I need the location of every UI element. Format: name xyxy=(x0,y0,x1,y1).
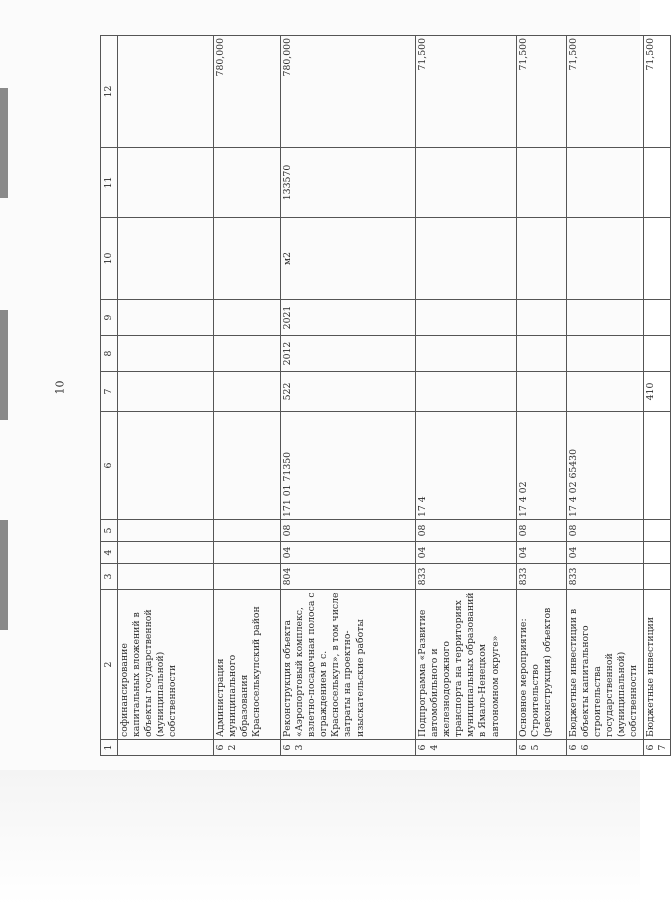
table-cell-c1: 67 xyxy=(644,740,671,756)
table-cell-c6 xyxy=(214,412,281,520)
table-cell-c5: 08 xyxy=(567,520,644,542)
table-cell-c11 xyxy=(517,148,567,218)
table-cell-c3: 833 xyxy=(567,564,644,590)
table-cell-c2: Бюджетные инвестиции в объекты капитального строительства государственной (муниципальной) собственности xyxy=(567,590,644,740)
table-cell-c1: 65 xyxy=(517,740,567,756)
header-cell: 4 xyxy=(101,542,118,564)
table-cell-c8 xyxy=(118,336,214,372)
table-cell-c7 xyxy=(118,372,214,412)
table-cell-c4: 04 xyxy=(281,542,416,564)
table-cell-c12: 780,000 xyxy=(281,36,416,148)
table-cell-c7: 522 xyxy=(281,372,416,412)
table-cell-c2: Подпрограмма «Развитие автомобильного и железнодорожного транспорта на территориях муниципальных образований в Ямало-Ненецком автономном округе» xyxy=(416,590,517,740)
scan-edge-mark xyxy=(0,310,8,420)
table-cell-c2: софинансирование капитальных вложений в объекты государственной (муниципальной) собственности xyxy=(118,590,214,740)
table-cell-c1: 64 xyxy=(416,740,517,756)
table-row xyxy=(281,36,416,756)
header-cell: 10 xyxy=(101,218,118,300)
table-cell-c9 xyxy=(517,300,567,336)
table-cell-c9 xyxy=(214,300,281,336)
table-row xyxy=(416,36,517,756)
table-cell-c10 xyxy=(416,218,517,300)
scan-edge-mark xyxy=(0,88,8,198)
table-cell-c12 xyxy=(118,36,214,148)
table-cell-c6: 17 4 02 xyxy=(517,412,567,520)
table-cell-c5 xyxy=(214,520,281,542)
table-cell-c10 xyxy=(214,218,281,300)
page-number: 10 xyxy=(53,380,67,394)
header-cell: 3 xyxy=(101,564,118,590)
table-cell-c6 xyxy=(118,412,214,520)
budget-table-container xyxy=(102,36,669,756)
table-row xyxy=(644,36,671,756)
scan-bottom-shadow xyxy=(0,770,640,905)
table-cell-c2: Бюджетные инвестиции xyxy=(644,590,671,740)
header-cell: 6 xyxy=(101,412,118,520)
table-cell-c10 xyxy=(517,218,567,300)
budget-table xyxy=(100,35,671,756)
table-cell-c3: 833 xyxy=(517,564,567,590)
table-cell-c10 xyxy=(118,218,214,300)
table-cell-c5: 08 xyxy=(517,520,567,542)
table-cell-c2: Основное мероприятие: Строительство (реконструкция) объектов xyxy=(517,590,567,740)
table-cell-c12: 71,500 xyxy=(416,36,517,148)
table-cell-c12: 71,500 xyxy=(567,36,644,148)
table-cell-c4 xyxy=(644,542,671,564)
table-body xyxy=(101,36,671,756)
table-cell-c1: 66 xyxy=(567,740,644,756)
header-cell: 8 xyxy=(101,336,118,372)
table-cell-c10 xyxy=(567,218,644,300)
table-cell-c8 xyxy=(567,336,644,372)
header-cell: 2 xyxy=(101,590,118,740)
table-cell-c1: 63 xyxy=(281,740,416,756)
table-cell-c7: 410 xyxy=(644,372,671,412)
table-cell-c3: 833 xyxy=(416,564,517,590)
table-cell-c8 xyxy=(517,336,567,372)
header-cell: 11 xyxy=(101,148,118,218)
table-row xyxy=(118,36,214,756)
table-cell-c11 xyxy=(416,148,517,218)
table-cell-c6: 171 01 71350 xyxy=(281,412,416,520)
table-cell-c6: 17 4 02 65430 xyxy=(567,412,644,520)
table-cell-c7 xyxy=(517,372,567,412)
table-cell-c9 xyxy=(118,300,214,336)
rotated-table-frame xyxy=(100,36,669,756)
table-cell-c5 xyxy=(644,520,671,542)
table-cell-c12: 780,000 xyxy=(214,36,281,148)
table-header-row xyxy=(101,36,118,756)
table-cell-c11 xyxy=(214,148,281,218)
table-cell-c5 xyxy=(118,520,214,542)
table-cell-c1 xyxy=(118,740,214,756)
table-cell-c7 xyxy=(214,372,281,412)
table-cell-c10: м2 xyxy=(281,218,416,300)
table-cell-c11 xyxy=(567,148,644,218)
table-cell-c3 xyxy=(118,564,214,590)
table-cell-c6 xyxy=(644,412,671,520)
table-cell-c4: 04 xyxy=(517,542,567,564)
table-cell-c3 xyxy=(214,564,281,590)
header-cell: 12 xyxy=(101,36,118,148)
header-cell: 1 xyxy=(101,740,118,756)
table-cell-c4: 04 xyxy=(416,542,517,564)
table-cell-c3: 804 xyxy=(281,564,416,590)
table-row xyxy=(517,36,567,756)
table-cell-c7 xyxy=(567,372,644,412)
table-cell-c7 xyxy=(416,372,517,412)
table-cell-c8: 2012 xyxy=(281,336,416,372)
table-cell-c12: 71,500 xyxy=(517,36,567,148)
table-cell-c1: 62 xyxy=(214,740,281,756)
table-cell-c12: 71,500 xyxy=(644,36,671,148)
table-cell-c4: 04 xyxy=(567,542,644,564)
table-cell-c3 xyxy=(644,564,671,590)
table-row xyxy=(214,36,281,756)
table-cell-c8 xyxy=(214,336,281,372)
table-cell-c2: Реконструкция объекта «Аэропортовый комплекс, взлетно-посадочная полоса с ограждением в с. Красноселькуп», в том числе затраты на проектно-изыскательские работы xyxy=(281,590,416,740)
table-cell-c11: 133570 xyxy=(281,148,416,218)
table-cell-c5: 08 xyxy=(416,520,517,542)
table-cell-c8 xyxy=(644,336,671,372)
table-cell-c11 xyxy=(644,148,671,218)
table-row xyxy=(567,36,644,756)
header-cell: 7 xyxy=(101,372,118,412)
table-cell-c4 xyxy=(214,542,281,564)
table-cell-c5: 08 xyxy=(281,520,416,542)
table-cell-c2: Администрация муниципального образования Красноселькупский район xyxy=(214,590,281,740)
table-cell-c4 xyxy=(118,542,214,564)
scan-edge-mark xyxy=(0,520,8,630)
table-cell-c11 xyxy=(118,148,214,218)
table-cell-c9 xyxy=(567,300,644,336)
header-cell: 9 xyxy=(101,300,118,336)
table-cell-c9 xyxy=(644,300,671,336)
table-cell-c8 xyxy=(416,336,517,372)
table-cell-c9: 2021 xyxy=(281,300,416,336)
table-cell-c10 xyxy=(644,218,671,300)
header-cell: 5 xyxy=(101,520,118,542)
table-cell-c6: 17 4 xyxy=(416,412,517,520)
table-cell-c9 xyxy=(416,300,517,336)
